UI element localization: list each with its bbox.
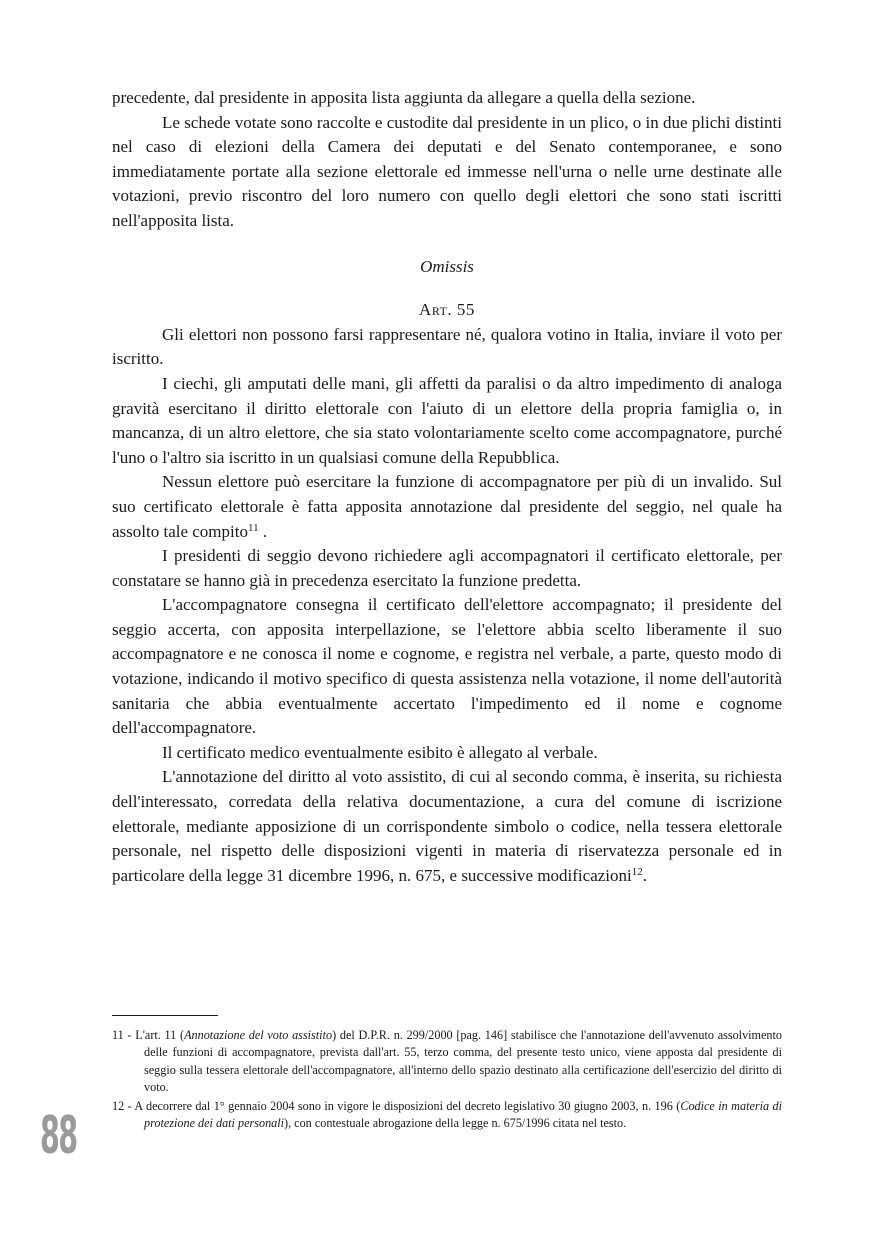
footnotes [112, 1027, 782, 1135]
footnote-11-body: ) del D.P.R. n. 299/2000 [pag. 146] stabilisce che l'annotazione dell'avvenuto assolvimento delle funzioni di accompagnatore, prevista dall'art. 55, terzo comma, del presente testo unico, viene apposta dal presidente di seggio sulla tessera elettorale dell'accompagnatore, all'interno dello spazio destinato alla certificazione dell'esercizio del diritto di voto. [144, 1028, 783, 1094]
footnote-11-title: Annotazione del voto assistito [184, 1028, 333, 1042]
paragraph-5-end: . [258, 521, 268, 541]
paragraph-1: precedente, dal presidente in apposita lista aggiunta da allegare a quella della sezione. [112, 88, 696, 107]
paragraph-2: Le schede votate sono raccolte e custodite dal presidente in un plico, o in due plichi distinti nel caso di elezioni della Camera dei deputati e del Senato contemporanee, e sono immediatamente portate alla sezione elettorale ed immesse nell'urna o nelle urne destinate alle votazioni, previo riscontro del loro numero con quello degli elettori che sono stati iscritti nell'apposita lista. [112, 112, 782, 230]
footnote-12 [112, 1098, 782, 1133]
paragraph-5 [112, 470, 782, 544]
paragraph-8: Il certificato medico eventualmente esibito è allegato al verbale. [162, 742, 598, 762]
paragraph-9-end: . [642, 865, 647, 885]
footnote-11 [112, 1027, 782, 1096]
omissis-marker: Omissis [420, 256, 474, 276]
paragraph-3: Gli elettori non possono farsi rappresentare né, qualora votino in Italia, inviare il voto per iscritto. [112, 324, 782, 369]
paragraph-9-text: L'annotazione del diritto al voto assistito, di cui al secondo comma, è inserita, su richiesta dell'interessato, corredata della relativa documentazione, a cura del comune di iscrizione elettorale, mediante apposizione di un corrispondente simbolo o codice, nella tessera elettorale personale, nel rispetto delle disposizioni vigenti in materia di riservatezza personale ed in particolare della legge 31 dicembre 1996, n. 675, e successive modificazioni [112, 767, 782, 885]
paragraph-5-text: Nessun elettore può esercitare la funzione di accompagnatore per più di un invalido. Sul suo certificato elettorale è fatta apposita annotazione dal presidente del seggio, nel quale ha assolto tale compito [112, 472, 782, 541]
footnote-12-body: ), con contestuale abrogazione della legge n. 675/1996 citata nel testo. [284, 1116, 627, 1131]
footnote-ref-11[interactable]: 11 [247, 521, 259, 534]
article-heading: Art. 55 [419, 300, 475, 320]
main-text [112, 86, 782, 888]
footnote-12-title: Codice in materia di protezione dei dati personali [144, 1099, 782, 1131]
footnote-separator [112, 1015, 218, 1016]
paragraph-9 [112, 765, 782, 888]
page-number: 88 [40, 1106, 77, 1166]
footnote-12-lead: 12 - A decorrere dal 1° gennaio 2004 sono in vigore le disposizioni del decreto legislativo 30 giugno 2003, n. 196 ( [112, 1099, 681, 1114]
paragraph-4: I ciechi, gli amputati delle mani, gli affetti da paralisi o da altro impedimento di analoga gravità esercitano il diritto elettorale con l'aiuto di un elettore della propria famiglia o, in mancanza, di un altro elettore, che sia stato volontariamente scelto come accompagnatore, purché l'uno o l'altro sia iscritto in un qualsiasi comune della Repubblica. [112, 373, 782, 467]
footnote-ref-12[interactable]: 12 [631, 865, 643, 878]
paragraph-7: L'accompagnatore consegna il certificato dell'elettore accompagnato; il presidente del seggio accerta, con apposita interpellazione, se l'elettore abbia scelto liberamente il suo accompagnatore e ne conosca il nome e cognome, e registra nel verbale, a parte, questo modo di votazione, indicando il motivo specifico di questa assistenza nella votazione, il nome dell'autorità sanitaria che abbia eventualmente accertato l'impedimento ed il nome e cognome dell'accompagnatore. [112, 595, 782, 738]
footnote-11-lead: 11 - L'art. 11 ( [112, 1028, 185, 1042]
paragraph-6: I presidenti di seggio devono richiedere agli accompagnatori il certificato elettorale, per constatare se hanno già in precedenza esercitato la funzione predetta. [112, 546, 782, 590]
